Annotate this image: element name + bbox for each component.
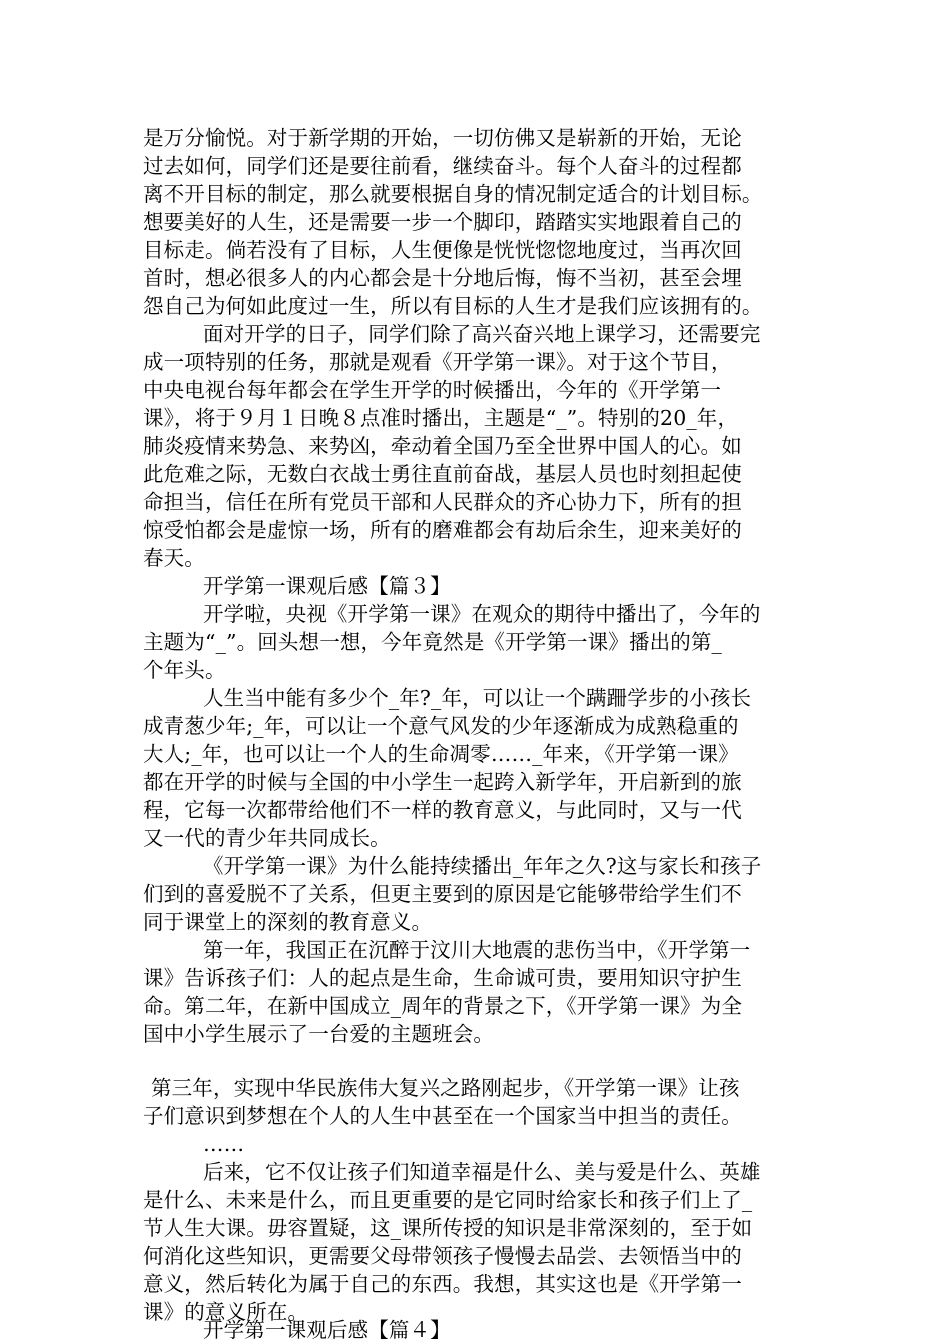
text-line: 第三年，实现中华民族伟大复兴之路刚起步，《开学第一课》让孩 (151, 1076, 740, 1100)
text-line: 大人;_年，也可以让一个人的生命凋零……_年来，《开学第一课》 (143, 742, 739, 766)
text-line: 惊受怕都会是虚惊一场，所有的磨难都会有劫后余生，迎来美好的 (143, 518, 742, 542)
text-line: 怨自己为何如此度过一生，所以有目标的人生才是我们应该拥有的。 (143, 294, 763, 318)
text-line: …… (203, 1132, 245, 1156)
text-line: 肺炎疫情来势急、来势凶，牵动着全国乃至全世界中国人的心。如 (143, 434, 742, 458)
text-line: 子们意识到梦想在个人的人生中甚至在一个国家当中担当的责任。 (143, 1104, 742, 1128)
text-line: 是什么、未来是什么，而且更重要的是它同时给家长和孩子们上了_ (143, 1188, 753, 1212)
text-line: 何消化这些知识，更需要父母带领孩子慢慢去品尝、去领悟当中的 (143, 1244, 742, 1268)
text-line: 命担当，信任在所有党员干部和人民群众的齐心协力下，所有的担 (143, 490, 742, 514)
text-line: 目标走。倘若没有了目标，人生便像是恍恍惚惚地度过，当再次回 (143, 238, 742, 262)
text-line: 主题为“_”。回头想一想，今年竟然是《开学第一课》播出的第_ (143, 630, 722, 654)
text-line: 命。第二年，在新中国成立_周年的背景之下，《开学第一课》为全 (143, 994, 742, 1018)
text-line: 人生当中能有多少个_年?_年，可以让一个蹒跚学步的小孩长 (203, 686, 752, 710)
text-line: 个年头。 (143, 658, 226, 682)
text-line: 是万分愉悦。对于新学期的开始，一切仿佛又是崭新的开始，无论 (143, 126, 742, 150)
text-line: 此危难之际，无数白衣战士勇往直前奋战，基层人员也时刻担起使 (143, 462, 742, 486)
text-line: 课》的意义所在。 (143, 1300, 309, 1324)
text-line: 又一代的青少年共同成长。 (143, 826, 391, 850)
text-line: 春天。 (143, 546, 205, 570)
text-line: 成一项特别的任务，那就是观看《开学第一课》。对于这个节目， (143, 350, 732, 374)
text-line: 都在开学的时候与全国的中小学生一起跨入新学年，开启新到的旅 (143, 770, 742, 794)
text-line: 后来，它不仅让孩子们知道幸福是什么、美与爱是什么、英雄 (203, 1160, 761, 1184)
text-line: 们到的喜爱脱不了关系，但更主要到的原因是它能够带给学生们不 (143, 882, 742, 906)
text-line: 第一年，我国正在沉醉于汶川大地震的悲伤当中，《开学第一 (203, 938, 751, 962)
text-line: 中央电视台每年都会在学生开学的时候播出，今年的《开学第一 (143, 378, 722, 402)
text-line: 程，它每一次都带给他们不一样的教育意义，与此同时，又与一代 (143, 798, 742, 822)
text-line: 首时，想必很多人的内心都会是十分地后悔，悔不当初，甚至会埋 (143, 266, 742, 290)
text-line: 国中小学生展示了一台爱的主题班会。 (143, 1022, 495, 1046)
text-line: 意义，然后转化为属于自己的东西。我想，其实这也是《开学第一 (143, 1272, 742, 1296)
text-line: 想要美好的人生，还是需要一步一个脚印，踏踏实实地跟着自己的 (143, 210, 742, 234)
text-line: 课》，将于９月１日晚８点准时播出，主题是“_”。特别的20_年， (143, 406, 739, 430)
text-line: 成青葱少年;_年，可以让一个意气风发的少年逐渐成为成熟稳重的 (143, 714, 739, 738)
text-line: 离不开目标的制定，那么就要根据自身的情况制定适合的计划目标。 (143, 182, 763, 206)
text-line: 《开学第一课》为什么能持续播出_年年之久?这与家长和孩子 (203, 854, 762, 878)
text-line: 同于课堂上的深刻的教育意义。 (143, 910, 433, 934)
section-heading: 开学第一课观后感【篇４】 (203, 1318, 451, 1342)
text-line: 过去如何，同学们还是要往前看，继续奋斗。每个人奋斗的过程都 (143, 154, 742, 178)
text-line: 开学啦，央视《开学第一课》在观众的期待中播出了，今年的 (203, 602, 761, 626)
text-line: 面对开学的日子，同学们除了高兴奋兴地上课学习，还需要完 (203, 322, 761, 346)
text-line: 课》告诉孩子们：人的起点是生命，生命诚可贵，要用知识守护生 (143, 966, 742, 990)
text-line: 节人生大课。毋容置疑，这_课所传授的知识是非常深刻的，至于如 (143, 1216, 753, 1240)
section-heading: 开学第一课观后感【篇３】 (203, 574, 451, 598)
